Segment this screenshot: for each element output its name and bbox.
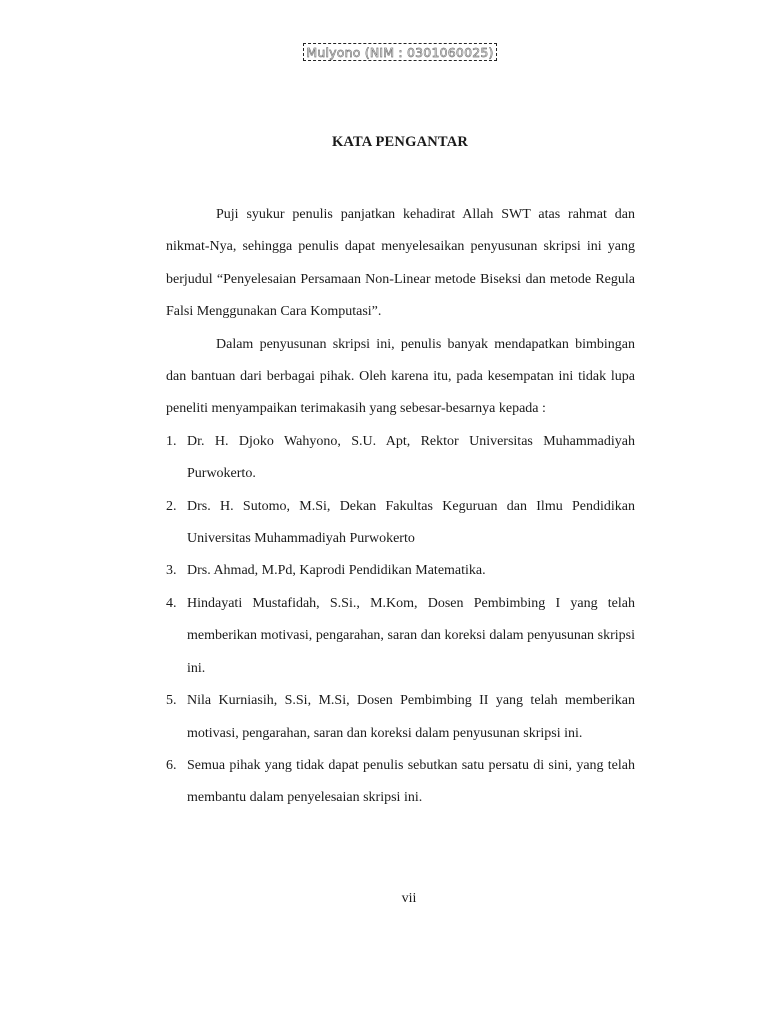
list-item (166, 685, 635, 750)
list-item-text: Dr. H. Djoko Wahyono, S.U. Apt, Rektor Universitas Muhammadiyah Purwokerto. (187, 433, 635, 482)
list-item-number: 1. (166, 433, 177, 449)
list-item-text: Drs. Ahmad, M.Pd, Kaprodi Pendidikan Matematika. (187, 563, 486, 579)
list-item-text: Drs. H. Sutomo, M.Si, Dekan Fakultas Keguruan dan Ilmu Pendidikan Universitas Muhammadiyah Purwokerto (187, 498, 635, 547)
list-item (166, 588, 635, 685)
list-item (166, 750, 635, 815)
paragraph-2: Dalam penyusunan skripsi ini, penulis banyak mendapatkan bimbingan dan bantuan dari berbagai pihak. Oleh karena itu, pada kesempatan ini tidak lupa peneliti menyampaikan terimakasih yang sebesar-besarnya kepada : (166, 336, 635, 417)
acknowledgement-list (166, 426, 635, 815)
author-stamp-text: Mulyono (NIM : 0301060025) (306, 44, 494, 60)
list-item-text: Semua pihak yang tidak dapat penulis sebutkan satu persatu di sini, yang telah membantu dalam penyelesaian skripsi ini. (187, 757, 635, 806)
page-title: KATA PENGANTAR (331, 134, 469, 150)
list-item-number: 3. (166, 563, 177, 579)
list-item-text: Nila Kurniasih, S.Si, M.Si, Dosen Pembimbing II yang telah memberikan motivasi, pengarahan, saran dan koreksi dalam penyusunan skripsi ini. (187, 693, 635, 741)
list-item-number: 5. (166, 693, 177, 709)
list-item-text: Hindayati Mustafidah, S.Si., M.Kom, Dosen Pembimbing I yang telah memberikan motivasi, pengarahan, saran dan koreksi dalam penyusunan skripsi ini. (187, 595, 635, 676)
list-item (166, 555, 635, 587)
author-stamp (303, 43, 497, 61)
paragraph-1: Puji syukur penulis panjatkan kehadirat Allah SWT atas rahmat dan nikmat-Nya, sehingga penulis dapat menyelesaikan penyusunan skripsi ini yang berjudul “Penyelesaian Persamaan Non-Linear metode Biseksi dan metode Regula Falsi Menggunakan Cara Komputasi”. (166, 207, 635, 320)
page-number: vii (401, 891, 417, 906)
list-item-number: 2. (166, 498, 177, 514)
list-item (166, 426, 635, 491)
list-item-number: 4. (166, 595, 177, 611)
document-body (166, 199, 635, 815)
list-item (166, 491, 635, 556)
list-item-number: 6. (166, 757, 177, 773)
